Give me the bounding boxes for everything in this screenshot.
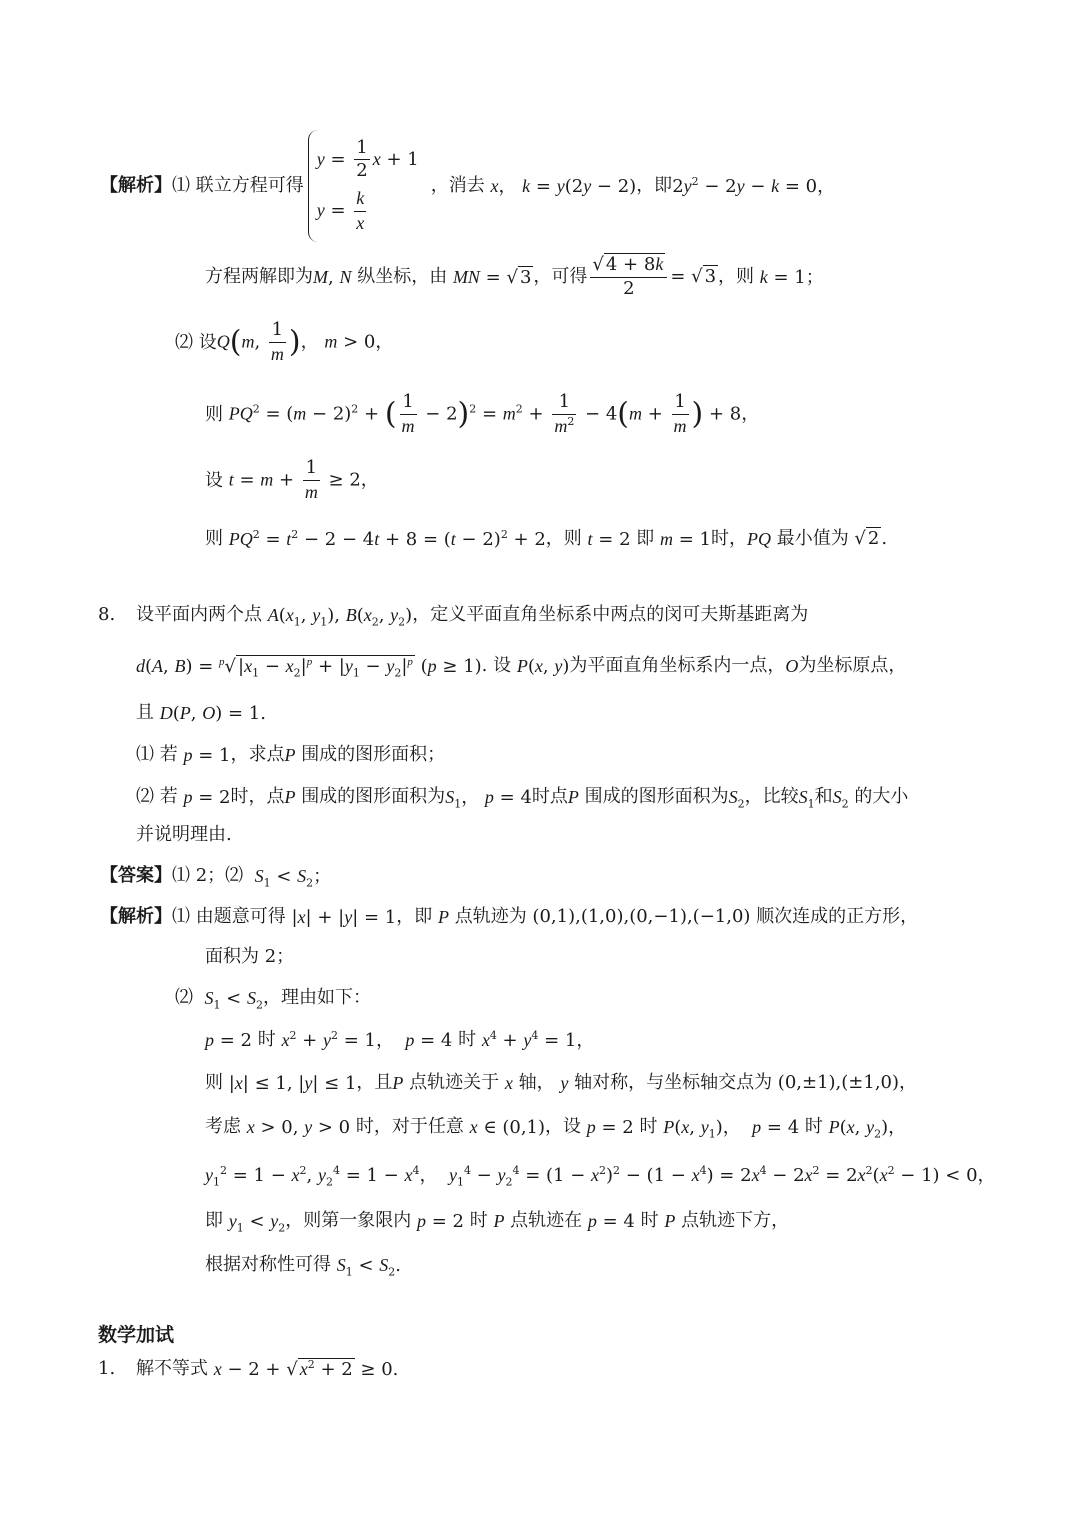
math: $y_1^2 = 1 - x^2$, $y_2^4 = 1 - x^4$， $y_1^4 - y_2^4 = (1 - x^2)^2 - (1 - x^4) = 2x^4 - 2x^2 = 2x^2(x^2 - 1) < 0$， [205,1163,996,1189]
math: $A(x_1$, $y_1$), $B(x_2$, $y_2$) [267,604,413,629]
analysis7-l1-k: ，即 [636,175,673,196]
analysis8-line4 [205,1028,594,1052]
math: P [493,1210,505,1231]
math: P [437,906,449,927]
problem-number: 8. [98,604,116,625]
problem8-q1-pre: ⑴ 若 [136,744,178,765]
problem8-q1-end: ，求点 [230,744,285,765]
problem8-line3 [136,700,266,726]
math: m = 1 [659,528,711,550]
analysis8-b4-mid4: 时 [804,1116,823,1137]
math: d(A, B) = $^p$√ $|x_1 - x_2|^p + |y_1 - y_2|^p$ (p ≥ 1) [136,655,482,680]
problem8-l1: 设平面内两个点 [136,604,262,625]
math: P [664,1210,676,1231]
analysis8-a1-mid: ，即 [396,906,433,927]
math: $S_1 < S_2$ [204,987,263,1012]
math: $x^4 + y^4 = 1$， [481,1028,595,1051]
math: P [392,1072,404,1093]
extra-problem1-text: 解不等式 [136,1358,208,1379]
math: p = 2 [183,786,231,808]
math: |x| + |y| = 1 [285,906,397,928]
analysis-label: 【解析】 [100,906,172,927]
analysis8-a1-mid2: 点轨迹为 [454,906,527,927]
math: (0,±1),(±1,0)， [772,1072,918,1093]
math: $PQ^2 = t^2 - 2 - 4t + 8 = (t - 2)^2 + 2$ [228,527,546,550]
analysis8-b3-mid3: 轴， [518,1072,555,1093]
math: x > 0, y > 0 [246,1116,356,1138]
analysis7-l2-then: ，可得 [533,266,588,287]
analysis8-a2: 面积为 2； [205,946,295,967]
analysis7-l5-pre: 设 [205,470,223,491]
analysis8-b6-end: 点轨迹下方， [681,1210,790,1231]
problem-number: 1. [98,1358,116,1379]
analysis8-b4-mid3: 时 [639,1116,658,1137]
math: $2y^2 - 2y - k = 0$， [672,174,836,197]
math: p = 2 [586,1116,640,1138]
math: $x^2 + y^2 = 1$， p = 4 [281,1028,459,1051]
equation-system: y = $\frac{1}{2}$ x + 1 y = $\frac{k}{x}$ [308,130,427,243]
math: P(x, y) [516,655,570,677]
math: O [785,655,799,676]
problem8-q2-e: ，比较 [744,786,799,807]
math: p = 4 [587,1210,641,1232]
problem8-q2-f: 和 [814,786,833,807]
analysis8-a1-pre: ⑴ 由题意可得 [172,906,286,927]
analysis7-line6 [205,526,887,552]
analysis7-l3-pre: ⑵ 设 [175,332,217,353]
problem8-l2-end: 为坐标原点， [798,655,907,676]
math: P [284,744,296,765]
analysis8-b1-pre: ⑵ [175,987,193,1008]
analysis8-b4-pre: 考虑 [205,1116,241,1137]
analysis7-l6-mid2: 即 [636,528,655,549]
analysis8-line6 [205,1114,906,1140]
problem8-l3-pre: 且 [136,702,154,723]
analysis-label: 【解析】 [100,175,172,196]
math: √ 2 . [848,528,888,549]
math: P [567,786,579,807]
analysis8-b6-mid2: 时 [469,1210,488,1231]
problem8-q2-a: 时，点 [230,786,285,807]
analysis7-line5 [205,458,379,504]
math: t = 2 [587,528,637,550]
analysis8-line5 [205,1070,917,1096]
analysis8-line2 [205,948,294,966]
math: P [284,786,296,807]
analysis8-b6-pre: 即 [205,1210,223,1231]
problem8-q2-line2-text: 并说明理由. [136,824,232,845]
math: Q(m, $\frac{1}{m}$ )， m > 0， [216,319,394,364]
problem8-line2 [136,652,906,680]
math: = √ 3 [670,266,717,287]
analysis8-line1 [100,904,918,930]
math: PQ [746,528,771,549]
math: p = 2 [205,1029,258,1051]
analysis8-b3-mid: ，且 [356,1072,393,1093]
analysis8-line8 [205,1208,789,1234]
math: x， k = y(2y − 2) [490,175,637,197]
problem8-l1-end: ，定义平面直角坐标系中两点的闵可夫斯基距离为 [412,604,809,625]
math: $S_2$ [832,786,849,811]
math: D(P, O) = 1. [159,702,266,724]
analysis8-b4-mid2: ，设 [545,1116,582,1137]
analysis7-l6-pre: 则 [205,528,223,549]
analysis8-line3 [175,986,371,1010]
analysis7-l4-pre: 则 [205,404,223,425]
math: p = 2 [417,1210,470,1232]
math: MN = √ 3 [452,266,532,288]
math: x [504,1072,513,1093]
analysis8-b6-mid: ，则第一象限内 [285,1210,412,1231]
math: t = m + $\frac{1}{m}$ ≥ 2， [228,457,379,502]
analysis8-b7-pre: 根据对称性可得 [205,1254,331,1275]
math: $y_1 < y_2$ [228,1210,286,1235]
problem8-q2-d: 围成的图形面积为 [584,786,729,807]
analysis8-line9 [205,1252,401,1278]
math: $S_1$， p = 4 [445,786,532,811]
math: (0,1),(1,0),(0,−1),(−1,0) [526,906,757,927]
answer-label: 【答案】 [100,865,172,886]
math: $S_2$ [728,786,745,811]
analysis8-b3-mid4: 轴对称，与坐标轴交点为 [574,1072,773,1093]
math: $S_1 < S_2$. [336,1254,401,1279]
analysis7-l1-pre: ⑴ 联立方程可得 [172,175,304,196]
analysis7-l6-mid3: 时， [710,528,747,549]
section-title: 数学加试 [98,1324,175,1346]
math: P(x, $y_2$)， [828,1116,907,1141]
problem8-q2-b: 围成的图形面积为 [301,786,446,807]
analysis7-l6-mid: ，则 [545,528,582,549]
math: $PQ^2 = (m - 2)^2$ + ( $\frac{1}{m}$ − $2)^2 = m^2$ + $\frac{1}{m^2}$ − 4(m + $\frac{1}{m}$ ) + 8， [228,391,760,436]
analysis8-b6-mid3: 点轨迹在 [510,1210,583,1231]
extra-problem1 [98,1356,398,1382]
analysis8-b4-mid: 时，对于任意 [355,1116,464,1137]
problem8-q1-end2: 围成的图形面积； [301,744,446,765]
analysis7-line2 [205,254,824,300]
analysis7-line4 [205,392,759,438]
analysis7-l6-end: 最小值为 [776,528,849,549]
analysis8-b2-a: 时 [257,1029,276,1050]
analysis7-l1-post: ，消去 [430,175,485,196]
problem8-q2-pre: ⑵ 若 [136,786,178,807]
analysis8-b2-b: 时 [458,1029,477,1050]
problem8-q2-c: 时点 [531,786,568,807]
math: $S_1 < S_2$； [254,865,332,890]
analysis8-b1-end: ，理由如下： [262,987,371,1008]
answer8 [100,864,331,888]
math: y [560,1072,569,1093]
problem8-l2-mid2: 为平面直角坐标系内一点， [569,655,786,676]
math: P(x, $y_1$)， p = 4 [663,1116,805,1141]
problem8-q2 [136,784,908,810]
problem8-q1 [136,742,445,768]
analysis7-l2-mid: 纵坐标，由 [357,266,448,287]
analysis8-b6-mid4: 时 [640,1210,659,1231]
problem8-line1 [98,602,808,628]
math: k = 1； [759,266,824,288]
math: $\frac{√ 4 + 8k}{2}$ [590,254,667,299]
analysis7-l2-end: ，则 [718,266,755,287]
analysis7-line1 [100,138,835,234]
analysis8-line7 [205,1162,996,1188]
math: M, N [313,266,352,288]
problem8-l2-mid: . 设 [481,655,512,676]
analysis8-b3-pre: 则 [205,1072,223,1093]
problem8-q2-line2 [136,826,232,844]
analysis8-a1-end: 顺次连成的正方形， [756,906,919,927]
math: x − 2 + √ $x^2 + 2 \ge 0$. [213,1357,399,1380]
math: |x| ≤ 1, |y| ≤ 1 [223,1072,357,1094]
math: p = 1 [183,744,231,766]
math: $S_1$ [798,786,815,811]
analysis7-l2-text: 方程两解即为 [205,266,313,287]
analysis7-line3 [175,320,393,366]
math: x ∈ (0,1) [469,1116,546,1138]
problem8-q2-g: 的大小 [854,786,909,807]
analysis8-b3-mid2: 点轨迹关于 [409,1072,500,1093]
answer8-text: ⑴ 2；⑵ [172,865,244,886]
